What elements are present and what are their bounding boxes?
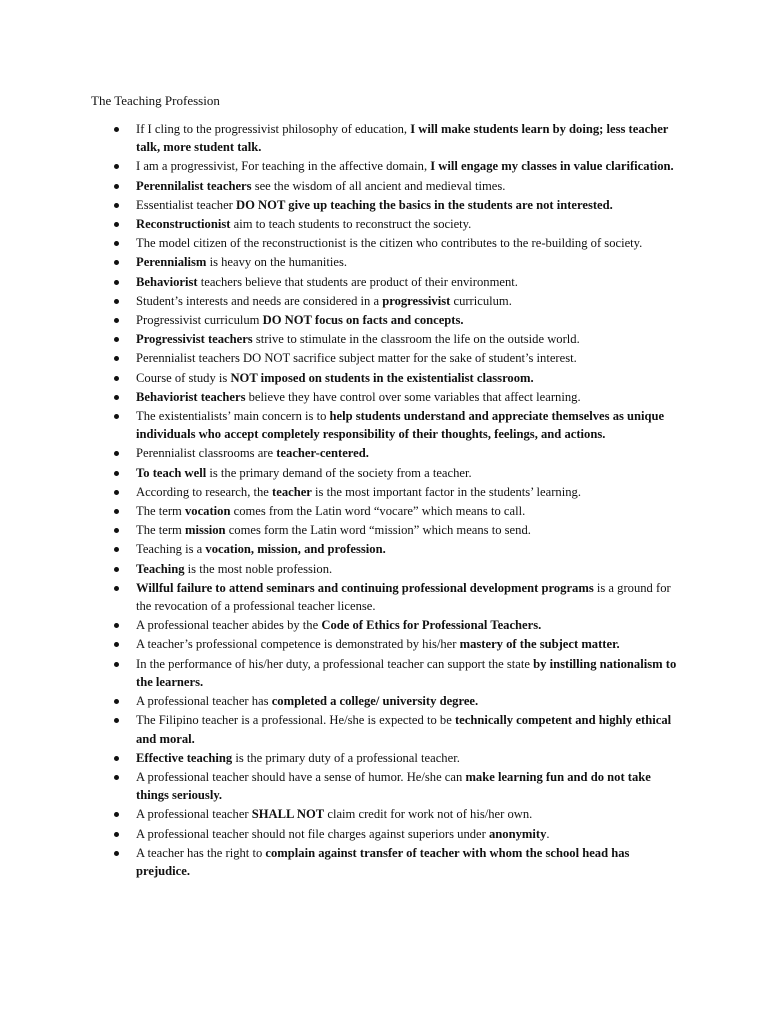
- bullet-icon: [114, 451, 119, 456]
- bullet-icon: [114, 567, 119, 572]
- bold-text-run: Reconstructionist: [136, 217, 231, 232]
- bold-text-run: NOT imposed on students in the existentialist classroom.: [230, 370, 534, 385]
- bullet-icon: [114, 586, 119, 591]
- list-item: [0, 579, 768, 616]
- bullet-icon: [114, 775, 119, 780]
- text-run: I am a progressivist, For teaching in the affective domain,: [136, 159, 431, 174]
- bullet-icon: [114, 280, 119, 285]
- text-run: is the primary duty of a professional teacher.: [232, 750, 460, 765]
- list-item: [0, 196, 768, 214]
- list-item: [0, 483, 768, 501]
- bold-text-run: completed a college/ university degree.: [271, 694, 479, 709]
- text-run: The model citizen of the reconstructionist is the citizen who contributes to the re-building of society.: [136, 236, 643, 251]
- text-run: A professional teacher abides by the: [136, 618, 322, 633]
- bullet-icon: [114, 547, 119, 552]
- bullet-icon: [114, 203, 119, 208]
- text-run: believe they have control over some variables that affect learning.: [245, 389, 581, 404]
- bold-text-run: vocation, mission, and profession.: [205, 542, 386, 557]
- bullet-icon: [114, 356, 119, 361]
- text-run: A teacher has the right to: [136, 845, 266, 860]
- list-item: [0, 616, 768, 634]
- bullet-icon: [114, 509, 119, 514]
- text-run: comes from the Latin word “vocare” which means to call.: [230, 503, 526, 518]
- list-item: [0, 215, 768, 233]
- list-item: [0, 444, 768, 462]
- text-run: A professional teacher should have a sense of humor. He/she can: [136, 769, 466, 784]
- list-item: [0, 692, 768, 710]
- list-item: [0, 157, 768, 175]
- text-run: is the most noble profession.: [184, 561, 333, 576]
- bullet-icon: [114, 851, 119, 856]
- bold-text-run: mission: [184, 523, 226, 538]
- bold-text-run: DO NOT focus on facts and concepts.: [262, 312, 464, 327]
- bullet-icon: [114, 471, 119, 476]
- bold-text-run: Effective teaching: [136, 750, 233, 765]
- list-item: [0, 805, 768, 823]
- bullet-icon: [114, 184, 119, 189]
- list-item: [0, 540, 768, 558]
- list-item: [0, 120, 768, 157]
- text-run: The term: [136, 503, 185, 518]
- list-item: [0, 464, 768, 482]
- text-run: claim credit for work not of his/her own.: [324, 807, 533, 822]
- list-item: [0, 560, 768, 578]
- bold-text-run: Willful failure to attend seminars and continuing professional development programs: [136, 580, 594, 595]
- bullet-icon: [114, 756, 119, 761]
- list-item: [0, 273, 768, 291]
- text-run: .: [546, 826, 550, 841]
- list-item: [0, 407, 768, 444]
- list-item: [0, 253, 768, 271]
- bullet-icon: [114, 164, 119, 169]
- text-run: The Filipino teacher is a professional. He/she is expected to be: [136, 713, 455, 728]
- text-run: teachers believe that students are product of their environment.: [197, 274, 518, 289]
- text-run: strive to stimulate in the classroom the life on the outside world.: [252, 332, 580, 347]
- bullet-icon: [114, 414, 119, 419]
- bold-text-run: Perennilalist teachers: [136, 178, 252, 193]
- text-run: According to research, the: [136, 484, 273, 499]
- bullet-icon: [114, 127, 119, 132]
- text-run: Student’s interests and needs are considered in a: [136, 293, 383, 308]
- bold-text-run: vocation: [184, 503, 231, 518]
- bold-text-run: I will engage my classes in value clarification.: [430, 159, 674, 174]
- list-item: [0, 825, 768, 843]
- text-run: If I cling to the progressivist philosophy of education,: [136, 122, 411, 136]
- list-item: [0, 635, 768, 653]
- list-item: [0, 177, 768, 195]
- bold-text-run: complain against transfer of teacher with whom the school head has prejudice.: [136, 845, 630, 879]
- text-run: In the performance of his/her duty, a professional teacher can support the state: [136, 656, 534, 671]
- text-run: A teacher’s professional competence is demonstrated by his/her: [136, 637, 460, 652]
- bold-text-run: SHALL NOT: [251, 807, 325, 822]
- bullet-icon: [114, 376, 119, 381]
- bold-text-run: help students understand and appreciate themselves as unique individuals who accept completely responsibility of their thoughts, feelings, and actions.: [136, 408, 665, 442]
- list-item: [0, 844, 768, 881]
- bold-text-run: DO NOT give up teaching the basics in the students are not interested.: [236, 197, 613, 212]
- text-run: is the most important factor in the students’ learning.: [311, 484, 581, 499]
- text-run: Perennialist classrooms are: [136, 446, 277, 461]
- bold-text-run: I will make students learn by doing; less teacher talk, more student talk.: [136, 122, 669, 155]
- bullet-icon: [114, 490, 119, 495]
- list-item: [0, 369, 768, 387]
- bullet-icon: [114, 718, 119, 723]
- bullet-icon: [114, 241, 119, 246]
- bold-text-run: To teach well: [136, 465, 207, 480]
- bold-text-run: teacher: [272, 484, 312, 499]
- bold-text-run: Progressivist teachers: [136, 332, 253, 347]
- text-run: is the primary demand of the society from a teacher.: [206, 465, 472, 480]
- text-run: Essentialist teacher: [136, 197, 237, 212]
- list-item: [0, 292, 768, 310]
- text-run: A professional teacher has: [136, 694, 272, 709]
- text-run: is heavy on the humanities.: [206, 255, 348, 270]
- list-item: [0, 234, 768, 252]
- text-run: A professional teacher should not file charges against superiors under: [136, 826, 489, 841]
- bullet-icon: [114, 222, 119, 227]
- bullet-icon: [114, 337, 119, 342]
- list-item: [0, 655, 768, 692]
- list-item: [0, 711, 768, 748]
- list-item: [0, 521, 768, 539]
- list-item: [0, 388, 768, 406]
- text-run: The existentialists’ main concern is to: [136, 408, 330, 423]
- text-run: is a ground for the revocation of a professional teacher license.: [136, 580, 671, 614]
- bullet-icon: [114, 623, 119, 628]
- bullet-icon: [114, 299, 119, 304]
- bold-text-run: Code of Ethics for Professional Teachers.: [321, 618, 542, 633]
- bullet-icon: [114, 318, 119, 323]
- bold-text-run: anonymity: [489, 826, 547, 841]
- list-item: [0, 502, 768, 520]
- bold-text-run: progressivist: [382, 293, 451, 308]
- document-title: The Teaching Profession: [91, 93, 220, 108]
- bold-text-run: teacher-centered.: [276, 446, 369, 461]
- bullet-icon: [114, 832, 119, 837]
- text-run: see the wisdom of all ancient and medieval times.: [251, 178, 506, 193]
- text-run: Progressivist curriculum: [136, 312, 263, 327]
- bold-text-run: Behaviorist teachers: [136, 389, 246, 404]
- bullet-icon: [114, 662, 119, 667]
- bold-text-run: mastery of the subject matter.: [459, 637, 620, 652]
- bullet-icon: [114, 642, 119, 647]
- bullet-icon: [114, 699, 119, 704]
- list-item: [0, 330, 768, 348]
- bold-text-run: Teaching: [136, 561, 185, 576]
- list-item: [0, 349, 768, 367]
- text-run: A professional teacher: [136, 807, 252, 822]
- bullet-icon: [114, 395, 119, 400]
- list-item: [0, 311, 768, 329]
- text-run: Perennialist teachers DO NOT sacrifice subject matter for the sake of student’s interest.: [136, 351, 577, 366]
- list-item: [0, 768, 768, 805]
- bold-text-run: make learning fun and do not take things seriously.: [136, 769, 651, 803]
- bullet-icon: [114, 528, 119, 533]
- bold-text-run: technically competent and highly ethical and moral.: [136, 713, 672, 746]
- list-item: [0, 749, 768, 767]
- text-run: The term: [136, 523, 185, 538]
- bold-text-run: Perennialism: [136, 255, 207, 270]
- bold-text-run: by instilling nationalism to the learners.: [136, 656, 677, 689]
- bullet-icon: [114, 812, 119, 817]
- bullet-icon: [114, 260, 119, 265]
- bullet-list: [0, 120, 768, 881]
- text-run: Teaching is a: [136, 542, 206, 557]
- text-run: Course of study is: [136, 370, 231, 385]
- text-run: comes form the Latin word “mission” which means to send.: [225, 523, 531, 538]
- text-run: curriculum.: [450, 293, 512, 308]
- bold-text-run: Behaviorist: [136, 274, 198, 289]
- text-run: aim to teach students to reconstruct the society.: [230, 217, 472, 232]
